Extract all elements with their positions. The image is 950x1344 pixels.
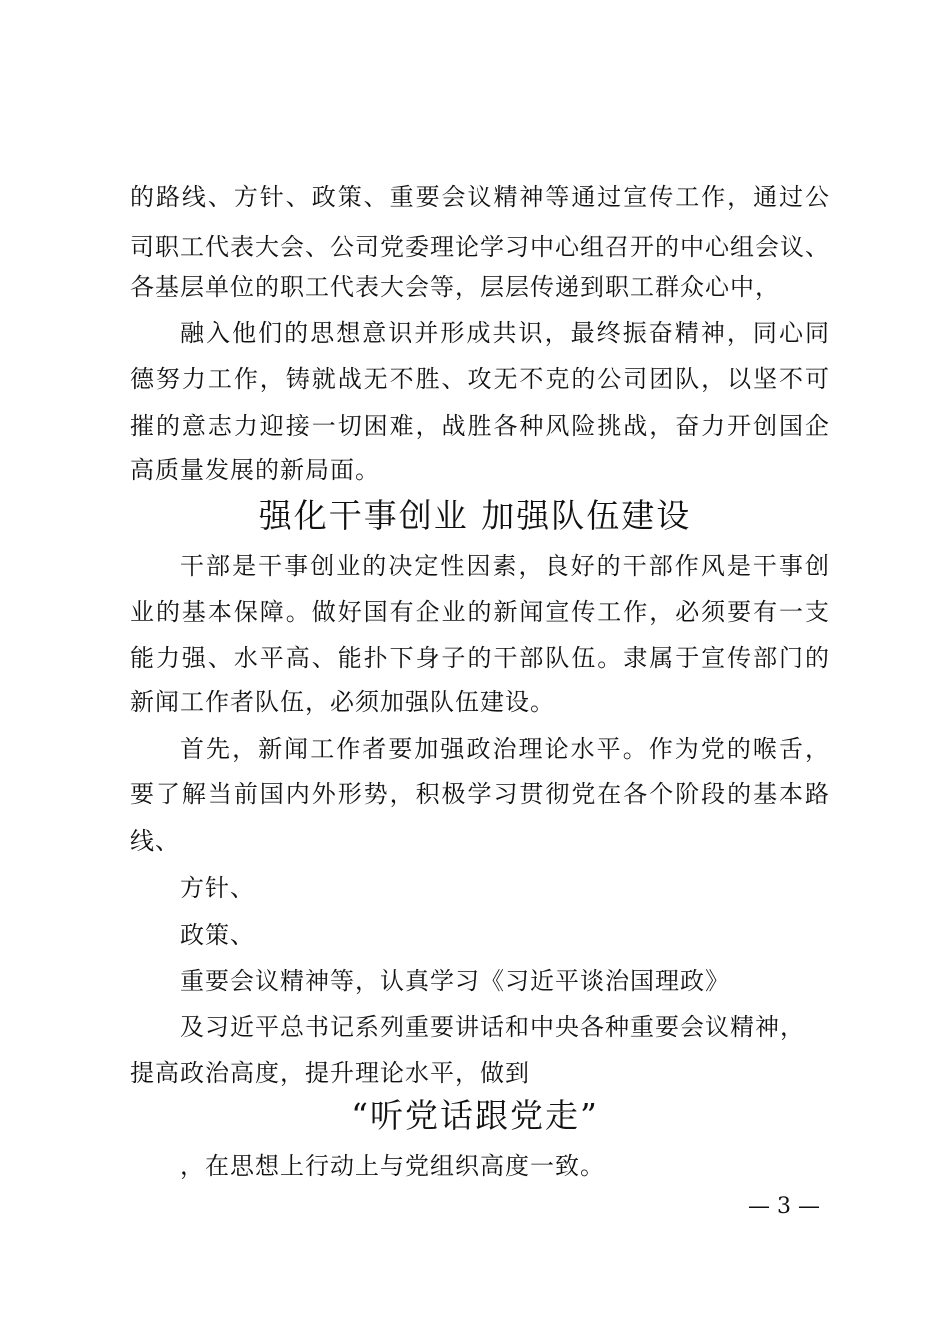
paragraph-line: 提高政治高度，提升理论水平，做到 xyxy=(130,1059,530,1087)
paragraph-line-first: 方针、 xyxy=(180,874,255,902)
paragraph-line: 摧的意志力迎接一切困难，战胜各种风险挑战，奋力开创国企 xyxy=(130,412,830,440)
paragraph-line-first: 政策、 xyxy=(180,921,255,949)
paragraph-line: 线、 xyxy=(130,827,180,855)
paragraph-line: 德努力工作，铸就战无不胜、攻无不克的公司团队，以坚不可 xyxy=(130,365,830,393)
paragraph-line: 要了解当前国内外形势，积极学习贯彻党在各个阶段的基本路 xyxy=(130,780,830,808)
page-number: — 3 — xyxy=(748,1194,820,1219)
paragraph-line-first: 及习近平总书记系列重要讲话和中央各种重要会议精神， xyxy=(180,1013,805,1041)
paragraph-line: 能力强、水平高、能扑下身子的干部队伍。隶属于宣传部门的 xyxy=(130,644,830,672)
paragraph-line: 司职工代表大会、公司党委理论学习中心组召开的中心组会议、 xyxy=(130,233,830,261)
paragraph-line-first: 干部是干事创业的决定性因素，良好的干部作风是干事创 xyxy=(180,552,830,580)
paragraph-line: 高质量发展的新局面。 xyxy=(130,456,380,484)
paragraph-line-first: 首先，新闻工作者要加强政治理论水平。作为党的喉舌， xyxy=(180,735,830,763)
paragraph-line: 各基层单位的职工代表大会等，层层传递到职工群众心中， xyxy=(130,273,780,301)
section-heading: 强化干事创业 加强队伍建设 xyxy=(258,496,692,535)
paragraph-line: 新闻工作者队伍，必须加强队伍建设。 xyxy=(130,688,555,716)
paragraph-line-first: ，在思想上行动上与党组织高度一致。 xyxy=(180,1152,605,1180)
paragraph-line-first: 融入他们的思想意识并形成共识，最终振奋精神，同心同 xyxy=(180,319,830,347)
paragraph-line: 的路线、方针、政策、重要会议精神等通过宣传工作，通过公 xyxy=(130,183,830,211)
quote-heading: “听党话跟党走” xyxy=(351,1096,599,1135)
paragraph-line: 业的基本保障。做好国有企业的新闻宣传工作，必须要有一支 xyxy=(130,598,830,626)
paragraph-line-first: 重要会议精神等，认真学习《习近平谈治国理政》 xyxy=(180,967,730,995)
